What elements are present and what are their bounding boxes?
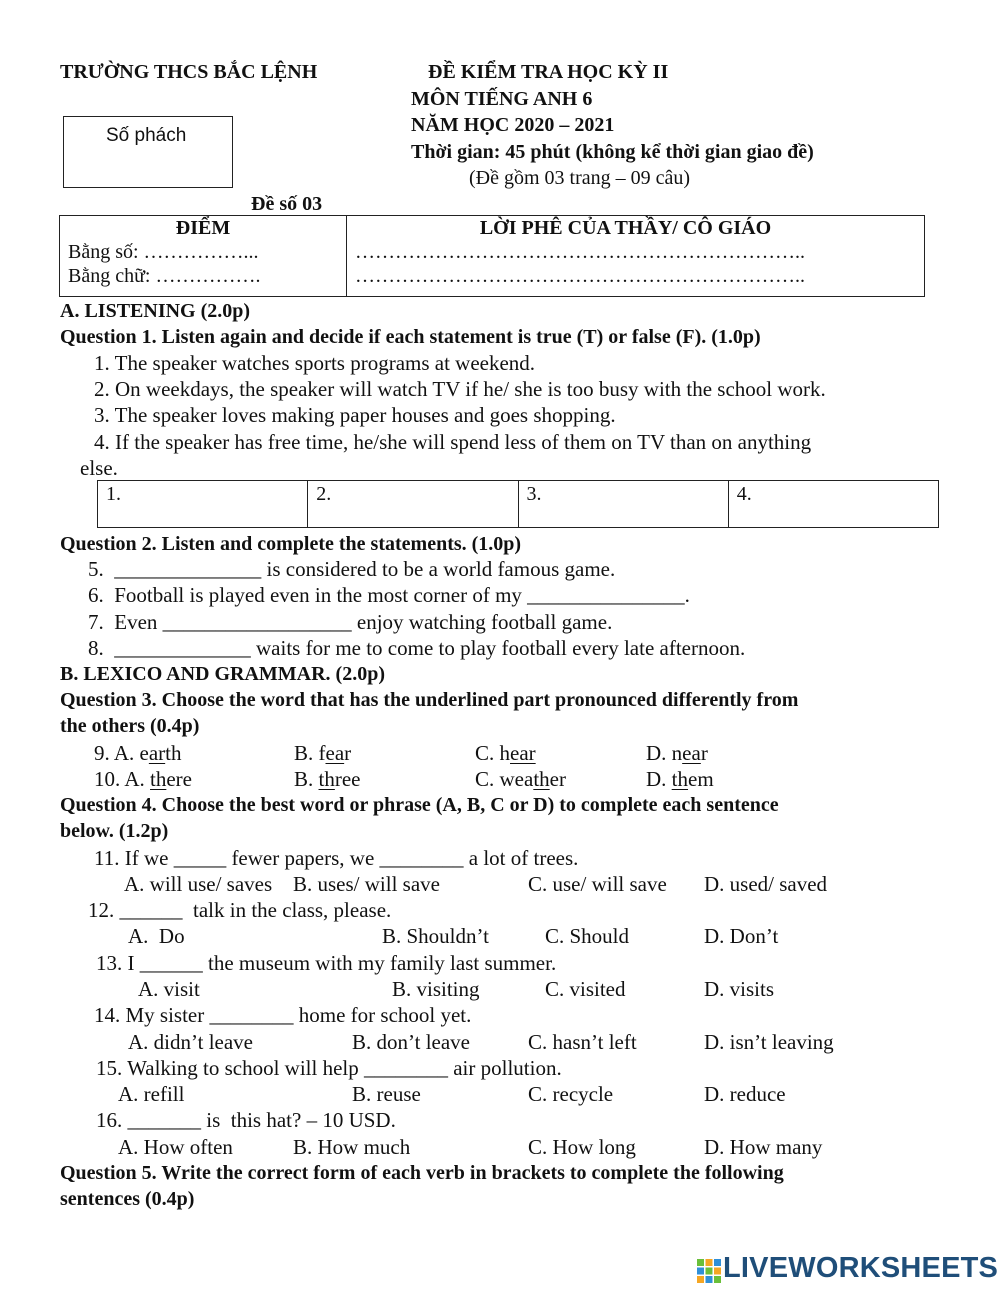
grade-table [59, 215, 925, 297]
underlined-part: ar [148, 741, 166, 765]
option-text: ree [334, 767, 361, 791]
q12-option-a[interactable]: A. Do [128, 924, 185, 948]
q2-item-8: 8. _____________ waits for me to come to play football every late afternoon. [88, 636, 746, 660]
q3-row-10 [94, 767, 192, 791]
q1-item-4: 4. If the speaker has free time, he/she will spend less of them on TV than on anything [94, 430, 812, 454]
q11-option-d[interactable]: D. used/ saved [704, 872, 828, 896]
option-text: B. f [294, 741, 326, 765]
q2-item-5: 5. ______________ is considered to be a world famous game. [88, 557, 616, 581]
q15-stem: 15. Walking to school will help ________ air pollution. [96, 1056, 562, 1080]
q14-stem: 14. My sister ________ home for school yet. [94, 1003, 472, 1027]
underlined-part: th [318, 767, 335, 791]
option-text: D. n [646, 741, 683, 765]
q13-stem: 13. I ______ the museum with my family last summer. [96, 951, 557, 975]
q13-option-c[interactable]: C. visited [545, 977, 626, 1001]
exam-title: ĐỀ KIỂM TRA HỌC KỲ II [428, 61, 669, 83]
q13-option-d[interactable]: D. visits [704, 977, 775, 1001]
answer-cell[interactable]: 2. [308, 481, 518, 528]
q9-option-d[interactable] [646, 741, 708, 765]
section-b-title: B. LEXICO AND GRAMMAR. (2.0p) [60, 663, 385, 685]
exam-time: Thời gian: 45 phút (không kể thời gian giao đề) [411, 141, 814, 163]
q1-title: Question 1. Listen again and decide if each statement is true (T) or false (F). (1.0p) [60, 326, 761, 348]
q5-title-line-2: sentences (0.4p) [60, 1188, 195, 1210]
q4-title-line-2: below. (1.2p) [60, 820, 169, 842]
q10-option-c[interactable] [475, 767, 566, 791]
q1-item-1: 1. The speaker watches sports programs at weekend. [94, 351, 536, 375]
q3-title-line-2: the others (0.4p) [60, 715, 200, 737]
so-phach-label: Số phách [106, 125, 187, 146]
option-text: r [700, 741, 708, 765]
q15-option-d[interactable]: D. reduce [704, 1082, 786, 1106]
comment-title: LỜI PHÊ CỦA THẦY/ CÔ GIÁO [479, 217, 772, 239]
grade-title: ĐIỂM [175, 217, 231, 239]
option-text: th [165, 741, 182, 765]
q2-title: Question 2. Listen and complete the statements. (1.0p) [60, 533, 522, 555]
q4-title-line-1: Question 4. Choose the best word or phrase (A, B, C or D) to complete each sentence [60, 794, 779, 816]
answer-cell[interactable]: 4. [728, 481, 938, 528]
option-text: r [344, 741, 352, 765]
grade-number: Bằng số: ……………... [68, 241, 259, 263]
q11-stem: 11. If we _____ fewer papers, we ________ a lot of trees. [94, 846, 579, 870]
q14-option-b[interactable]: B. don’t leave [352, 1030, 471, 1054]
q2-item-7: 7. Even __________________ enjoy watching football game. [88, 610, 613, 634]
q13-option-a[interactable]: A. visit [138, 977, 200, 1001]
grade-cell [60, 216, 347, 297]
underlined-part: ea [682, 741, 701, 765]
q9-option-b[interactable] [294, 741, 351, 765]
option-text: C. h [475, 741, 511, 765]
q12-option-c[interactable]: C. Should [545, 924, 630, 948]
answer-cell[interactable]: 1. [98, 481, 308, 528]
q5-title-line-1: Question 5. Write the correct form of each verb in brackets to complete the following [60, 1162, 784, 1184]
q9-number: 9. A. [94, 741, 135, 765]
exam-year: NĂM HỌC 2020 – 2021 [411, 114, 615, 136]
q14-option-a[interactable]: A. didn’t leave [128, 1030, 253, 1054]
q2-item-6: 6. Football is played even in the most corner of my _______________. [88, 583, 690, 607]
option-text: em [688, 767, 714, 791]
q12-stem: 12. ______ talk in the class, please. [88, 898, 392, 922]
logo-text: LIVEWORKSHEETS [723, 1252, 999, 1284]
underlined-part: ear [510, 741, 536, 765]
q16-option-a[interactable]: A. How often [118, 1135, 233, 1159]
q16-option-c[interactable]: C. How long [528, 1135, 636, 1159]
q12-option-b[interactable]: B. Shouldn’t [382, 924, 489, 948]
comment-cell [347, 216, 925, 297]
q16-stem: 16. _______ is this hat? – 10 USD. [96, 1108, 396, 1132]
underlined-part: th [671, 767, 689, 791]
option-text: B. [294, 767, 319, 791]
q3-title-line-1: Question 3. Choose the word that has the underlined part pronounced differently from [60, 689, 799, 711]
comment-line-2: ………………………………………………………….. [355, 265, 805, 287]
underlined-part: th [533, 767, 550, 791]
q15-option-b[interactable]: B. reuse [352, 1082, 421, 1106]
exam-pages: (Đề gồm 03 trang – 09 câu) [469, 167, 691, 189]
q16-option-b[interactable]: B. How much [293, 1135, 411, 1159]
comment-line-1: ………………………………………………………….. [355, 241, 805, 263]
answer-cell[interactable]: 3. [518, 481, 728, 528]
q10-option-d[interactable] [646, 767, 714, 791]
q1-item-3: 3. The speaker loves making paper houses and goes shopping. [94, 403, 616, 427]
q14-option-c[interactable]: C. hasn’t left [528, 1030, 637, 1054]
section-a-title: A. LISTENING (2.0p) [60, 300, 251, 322]
q15-option-c[interactable]: C. recycle [528, 1082, 614, 1106]
logo-mark-icon [697, 1259, 721, 1283]
q11-option-c[interactable]: C. use/ will save [528, 872, 667, 896]
q15-option-a[interactable]: A. refill [118, 1082, 185, 1106]
option-text: er [549, 767, 566, 791]
q1-answer-table [97, 480, 939, 528]
q11-option-b[interactable]: B. uses/ will save [293, 872, 440, 896]
underlined-part: th [150, 767, 167, 791]
option-text: D. [646, 767, 672, 791]
q1-item-2: 2. On weekdays, the speaker will watch TV if he/ she is too busy with the school work. [94, 377, 826, 401]
exam-code: Đề số 03 [251, 193, 323, 215]
q1-item-4-cont: else. [80, 456, 118, 480]
exam-subject: MÔN TIẾNG ANH 6 [411, 88, 593, 110]
q13-option-b[interactable]: B. visiting [392, 977, 480, 1001]
option-text: e [139, 741, 149, 765]
q9-option-c[interactable] [475, 741, 536, 765]
underlined-part: ea [325, 741, 345, 765]
so-phach-box [63, 116, 233, 188]
option-text: ere [166, 767, 192, 791]
option-text: C. wea [475, 767, 534, 791]
q10-number: 10. A. [94, 767, 145, 791]
q3-row-9 [94, 741, 182, 765]
q11-option-a[interactable]: A. will use/ saves [124, 872, 273, 896]
school-name: TRƯỜNG THCS BẮC LỆNH [60, 61, 318, 83]
grade-words: Bằng chữ: ……………. [68, 265, 261, 287]
q14-option-d[interactable]: D. isn’t leaving [704, 1030, 834, 1054]
q10-option-b[interactable] [294, 767, 361, 791]
q16-option-d[interactable]: D. How many [704, 1135, 823, 1159]
q12-option-d[interactable]: D. Don’t [704, 924, 779, 948]
